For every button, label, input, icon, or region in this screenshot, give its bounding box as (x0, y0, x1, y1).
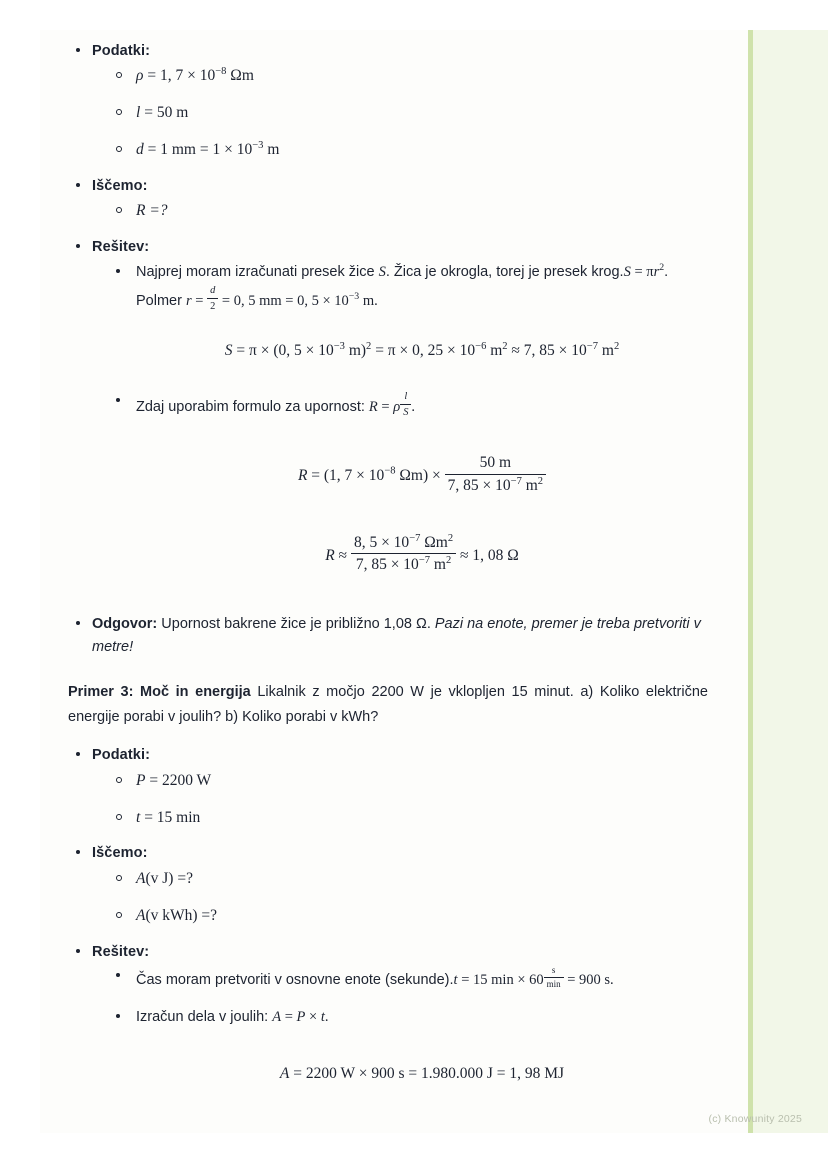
text-fragment: Najprej moram izračunati presek žice (136, 263, 379, 280)
exponent: −7 (409, 532, 421, 544)
eq-part: = (1, 7 × 10 (307, 466, 385, 484)
eq-part: = π × (0, 5 × 10 (232, 342, 334, 360)
symbol-t: t (136, 808, 141, 826)
section-heading: Iščemo: (92, 845, 148, 862)
bullet-circle-icon (116, 72, 122, 78)
bullet-circle-icon (116, 814, 122, 820)
exponent: 2 (447, 532, 454, 544)
step-cross-section (114, 261, 708, 364)
text-fragment: = 0, 5 mm = 0, 5 × 10 (218, 292, 349, 309)
example2-list (68, 40, 708, 660)
eq-part: m (598, 342, 614, 360)
section-heading: Rešitev: (92, 239, 150, 256)
equals-sign: = (147, 141, 157, 159)
list-item (114, 101, 708, 126)
bullet-icon (116, 1014, 120, 1018)
exponent: 2 (613, 341, 620, 353)
symbol-r: R (368, 398, 378, 415)
answer-note: Pazi na enote, premer je treba pretvoriti v metre! (92, 615, 701, 656)
exponent: 2 (366, 341, 372, 353)
num-part: 8, 5 × 10 (353, 533, 410, 551)
eq-lhs: A (279, 1064, 290, 1082)
fraction-numerator: 50 m (445, 453, 546, 474)
exponent: 2 (502, 341, 508, 353)
bullet-circle-icon (116, 109, 122, 115)
bullet-icon (76, 244, 80, 248)
section-iscemo-1 (68, 175, 708, 224)
symbol-a: A (136, 906, 146, 924)
accent-side-panel (753, 30, 828, 1133)
data-value-l (136, 104, 188, 121)
fraction-denominator: 2 (210, 301, 216, 313)
value: (v J) =? (145, 869, 193, 887)
section-podatki-2 (68, 744, 708, 830)
document-content (40, 30, 748, 1133)
data-value-d (136, 141, 279, 158)
text-fragment: = 15 min × 60 (457, 971, 544, 988)
fraction-numerator (351, 533, 456, 554)
text-fragment: Zdaj uporabim formulo za upornost: (136, 398, 369, 415)
symbol-t: t (320, 1009, 325, 1026)
exponent: 2 (445, 555, 452, 567)
value: (v kWh) =? (145, 906, 218, 924)
fraction-denominator: min (546, 979, 561, 990)
text-fragment: = (191, 292, 208, 309)
list-item (114, 199, 708, 224)
symbol-l: l (136, 104, 141, 122)
eq-part: m) (344, 342, 367, 360)
bullet-icon (76, 850, 80, 854)
symbol-d: d (136, 141, 144, 159)
resitev-steps-2 (92, 965, 708, 1086)
iscemo-items-1 (92, 199, 708, 224)
text-fragment: . (411, 398, 416, 415)
resitev-steps-1 (92, 261, 708, 575)
formula-s: S (623, 263, 631, 280)
iscemo-items-2 (92, 867, 708, 929)
text-fragment: Izračun dela v joulih: (136, 1009, 273, 1026)
eq-lhs: S (224, 342, 233, 360)
symbol-t: t (453, 971, 458, 988)
symbol-a: A (272, 1009, 282, 1026)
unknown-a-kwh (136, 907, 217, 924)
equation-resistance-result (136, 533, 708, 575)
section-heading: Podatki: (92, 43, 150, 59)
section-resitev-2 (68, 941, 708, 1087)
den-part: m (430, 556, 446, 574)
fraction-50m-over-area (445, 453, 546, 495)
value: = 2200 W (145, 771, 212, 789)
times-sign: × (305, 1009, 321, 1026)
bullet-icon (116, 398, 120, 402)
section-podatki-1 (68, 40, 708, 163)
text-fragment: . Polmer (136, 263, 669, 309)
example3-question: Likalnik z močjo 2200 W je vklopljen 15 minut. a) Koliko električne energije porabi v joulih? b) Koliko porabi v kWh? (68, 683, 708, 726)
text-fragment: m. (359, 292, 378, 309)
unknown-a-joules (136, 870, 193, 887)
answer-text (92, 616, 701, 655)
section-heading: Rešitev: (92, 943, 150, 960)
fraction-denominator (445, 475, 546, 495)
exponent: −3 (333, 341, 345, 353)
unit: m (267, 141, 280, 159)
fraction-denominator: S (403, 407, 409, 419)
text-fragment: . Žica je okrogla, torej je presek krog. (385, 263, 624, 280)
section-resitev-1 (68, 236, 708, 575)
list-item (114, 904, 708, 929)
step-text (136, 261, 669, 313)
unit: m (176, 104, 189, 122)
watermark: (c) Knowunity 2025 (708, 1113, 802, 1125)
section-heading: Podatki: (92, 747, 150, 764)
bullet-icon (116, 973, 120, 977)
symbol-p: P (296, 1009, 306, 1026)
formula-r: r (653, 263, 660, 280)
step-resistance-formula (114, 390, 708, 575)
fraction-s-over-min (544, 965, 564, 990)
data-value-p (136, 772, 211, 789)
exponent: −7 (510, 475, 522, 487)
equals-sign: = (377, 398, 394, 415)
text-fragment: . (324, 1009, 329, 1026)
bullet-circle-icon (116, 777, 122, 783)
unknown-r: R =? (136, 202, 168, 220)
eq-part: m (486, 342, 503, 360)
eq-part: = 2200 W × 900 s = 1.980.000 J = 1, 98 MJ (289, 1064, 565, 1082)
den-part: m (521, 476, 538, 494)
text-fragment: Čas moram pretvoriti v osnovne enote (sekunde). (136, 971, 454, 988)
equation-resistance-substitution (136, 453, 708, 495)
bullet-icon (76, 949, 80, 953)
exponent: −7 (418, 555, 431, 567)
fraction-denominator (351, 554, 456, 574)
list-item (114, 806, 708, 831)
section-iscemo-2 (68, 842, 708, 928)
answer-body: Upornost bakrene žice je približno 1,08 Ω. (157, 615, 435, 632)
fraction-numerator: l (400, 390, 411, 405)
step-work-calculation (114, 1006, 708, 1086)
fraction-result (351, 533, 456, 575)
bullet-circle-icon (116, 207, 122, 213)
eq-lhs: R (325, 546, 335, 564)
num-part: Ωm (420, 533, 448, 551)
example3-prompt (68, 680, 708, 731)
unit: Ωm (230, 67, 254, 85)
exponent: −3 (252, 139, 264, 151)
symbol-rho: ρ (136, 67, 144, 85)
eq-part: ≈ (334, 546, 351, 564)
value: = 15 min (140, 808, 201, 826)
symbol-p: P (136, 771, 146, 789)
eq-lhs: R (297, 466, 308, 484)
bullet-circle-icon (116, 912, 122, 918)
step-text (136, 1009, 328, 1025)
exponent: 2 (659, 261, 665, 273)
fraction-d-over-2 (207, 284, 218, 313)
step-text (136, 391, 416, 419)
data-value-t (136, 809, 200, 826)
value: 1, 7 × 10 (159, 67, 216, 85)
eq-part: ≈ 7, 85 × 10 (507, 342, 587, 360)
podatki-items-1 (92, 64, 708, 162)
equals-sign: = (281, 1009, 297, 1026)
bullet-icon (76, 48, 80, 52)
bullet-icon (76, 752, 80, 756)
exponent: −6 (475, 341, 487, 353)
podatki-items-2 (92, 769, 708, 831)
eq-tail: ≈ 1, 08 Ω (456, 546, 519, 564)
list-item (114, 867, 708, 892)
equation-cross-section (136, 339, 708, 364)
eq-part: = π × 0, 25 × 10 (371, 342, 476, 360)
value: 50 (156, 104, 173, 122)
exponent: −8 (215, 66, 227, 78)
bullet-icon (116, 269, 120, 273)
data-value-rho (136, 67, 254, 84)
bullet-icon (76, 621, 80, 625)
equation-work-joules (136, 1062, 708, 1087)
bullet-circle-icon (116, 146, 122, 152)
answer-label: Odgovor: (92, 615, 158, 632)
fraction-l-over-s (400, 390, 411, 419)
bullet-icon (76, 183, 80, 187)
symbol-a: A (136, 869, 146, 887)
fraction-numerator: d (207, 284, 218, 299)
bullet-circle-icon (116, 875, 122, 881)
symbol-s: S (378, 263, 386, 280)
example3-list (68, 744, 708, 1086)
equals-sign: = (144, 104, 153, 122)
symbol-rho: ρ (393, 398, 401, 415)
exponent: −7 (586, 341, 599, 353)
step-time-conversion (114, 965, 708, 992)
list-item (114, 769, 708, 794)
den-part: 7, 85 × 10 (447, 476, 511, 494)
step-text (136, 965, 614, 990)
den-part: 7, 85 × 10 (355, 556, 419, 574)
example3-title: Primer 3: Moč in energija (68, 683, 251, 700)
list-item (114, 64, 708, 89)
equals-sign: = (147, 67, 157, 85)
exponent: −8 (384, 465, 396, 477)
section-odgovor-1 (68, 613, 708, 660)
symbol-r: r (185, 292, 192, 309)
list-item (114, 138, 708, 163)
eq-part: Ωm) × (395, 466, 445, 484)
section-heading: Iščemo: (92, 177, 148, 194)
exponent: 2 (537, 475, 544, 487)
exponent: −3 (348, 290, 360, 302)
text-fragment: = 900 s. (563, 971, 614, 988)
value: 1 mm = 1 × 10 (160, 141, 253, 159)
formula-eq: = π (630, 263, 654, 280)
fraction-numerator: s (544, 965, 564, 978)
